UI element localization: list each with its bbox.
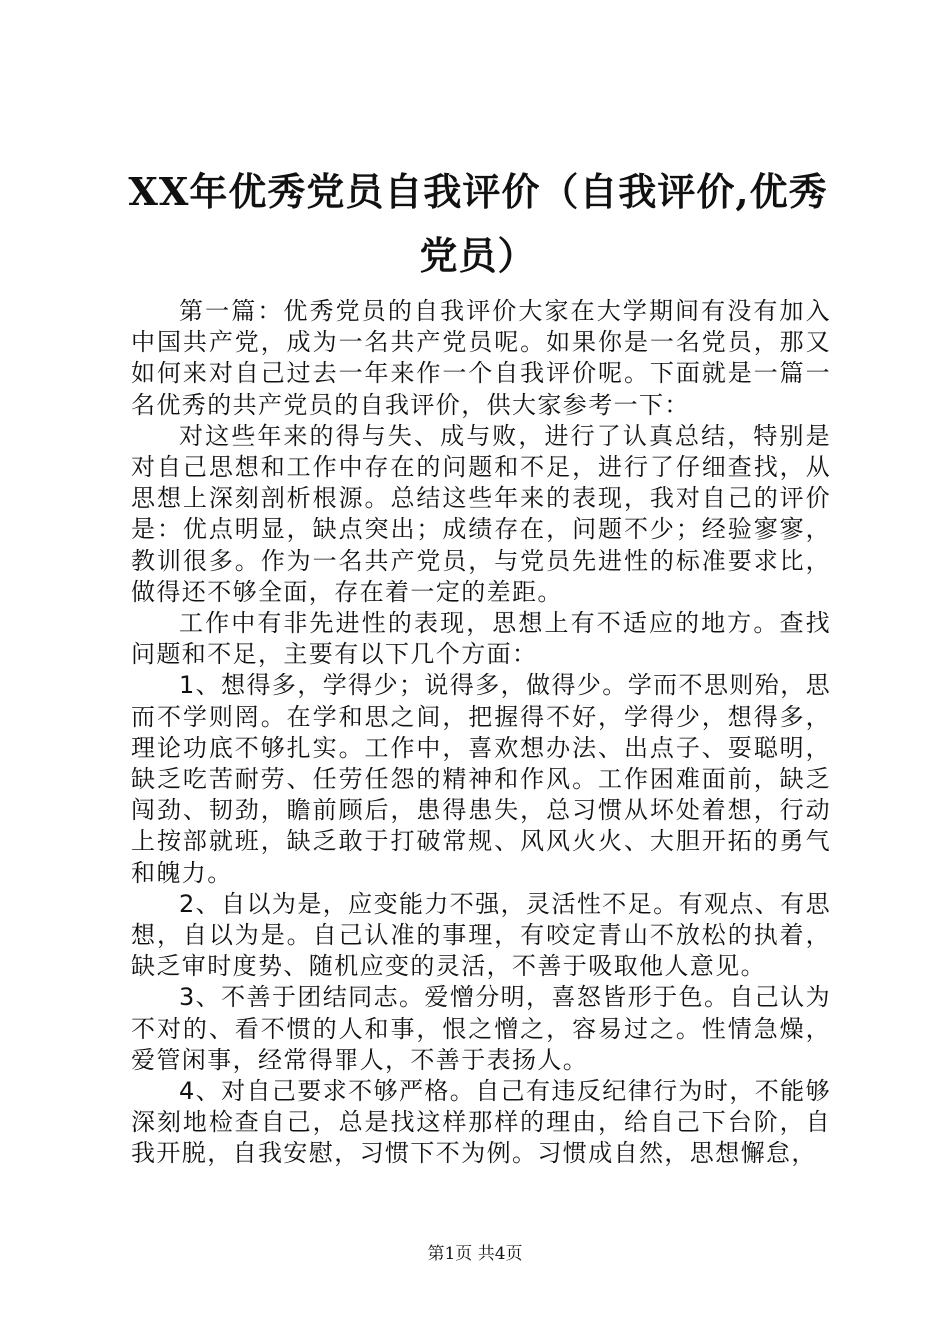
paragraph-text: 对这些年来的得与失、成与败，进行了认真总结，特别是对自己思想和工作中存在的问题和不足，进行了仔细查找，从思想上深刻剖析根源。总结这些年来的表现，我对自己的评价是：优点明显，缺点突出；成绩存在，问题不少；经验寥寥，教训很多。作为一名共产党员，与党员先进性的标准要求比，做得还不够全面，存在着一定的差距。 xyxy=(131,421,831,606)
paragraph-text: 工作中有非先进性的表现，思想上有不适应的地方。查找问题和不足，主要有以下几个方面： xyxy=(131,609,831,669)
paragraph xyxy=(131,889,831,983)
paragraph-heading: 4、对自己要求不够严格。 xyxy=(179,1077,476,1106)
paragraph-text: 爱憎分明，喜怒皆形于色。自己认为不对的、看不惯的人和事，恨之憎之，容易过之。性情急燥，爱管闲事，经常得罪人，不善于表扬人。 xyxy=(131,983,831,1074)
paragraph-text: 学而不思则殆，思而不学则罔。在学和思之间，把握得不好，学得少，想得多，理论功底不够扎实。工作中，喜欢想办法、出点子、耍聪明，缺乏吃苦耐劳、任劳任怨的精神和作风。工作困难面前，缺乏闯劲、韧劲，瞻前顾后，患得患失，总习惯从坏处着想，行动上按部就班，缺乏敢于打破常规、风风火火、大胆开拓的勇气和魄力。 xyxy=(131,671,832,887)
paragraph xyxy=(131,1076,831,1170)
document-body xyxy=(131,296,831,1170)
document-title: XX年优秀党员自我评价（自我评价,优秀党员） xyxy=(128,169,828,278)
paragraph-heading: 3、不善于团结同志。 xyxy=(179,983,425,1012)
paragraph-heading: 1、想得多，学得少；说得多，做得少。 xyxy=(179,671,628,700)
paragraph-text: 自己有违反纪律行为时，不能够深刻地检查自己，总是找这样那样的理由，给自己下台阶，自我开脱，自我安慰，习惯下不为例。习惯成自然，思想懈怠， xyxy=(131,1077,831,1168)
paragraph xyxy=(131,421,831,608)
paragraph xyxy=(131,982,831,1076)
paragraph xyxy=(131,296,831,421)
paragraph-text: 有观点、有思想，自以为是。自己认准的事理，有咬定青山不放松的执着，缺乏审时度势、随机应变的灵活，不善于吸取他人意见。 xyxy=(131,889,831,981)
paragraph-heading: 2、自以为是，应变能力不强，灵活性不足。 xyxy=(179,889,679,918)
paragraph-text: 第一篇：优秀党员的自我评价大家在大学期间有没有加入中国共产党，成为一名共产党员呢。如果你是一名党员，那又如何来对自己过去一年来作一个自我评价呢。下面就是一篇一名优秀的共产党员的自我评价，供大家参考一下： xyxy=(131,297,831,419)
paragraph xyxy=(131,608,831,670)
paragraph xyxy=(131,670,831,888)
page-footer: 第1页 共4页 xyxy=(427,1244,523,1264)
